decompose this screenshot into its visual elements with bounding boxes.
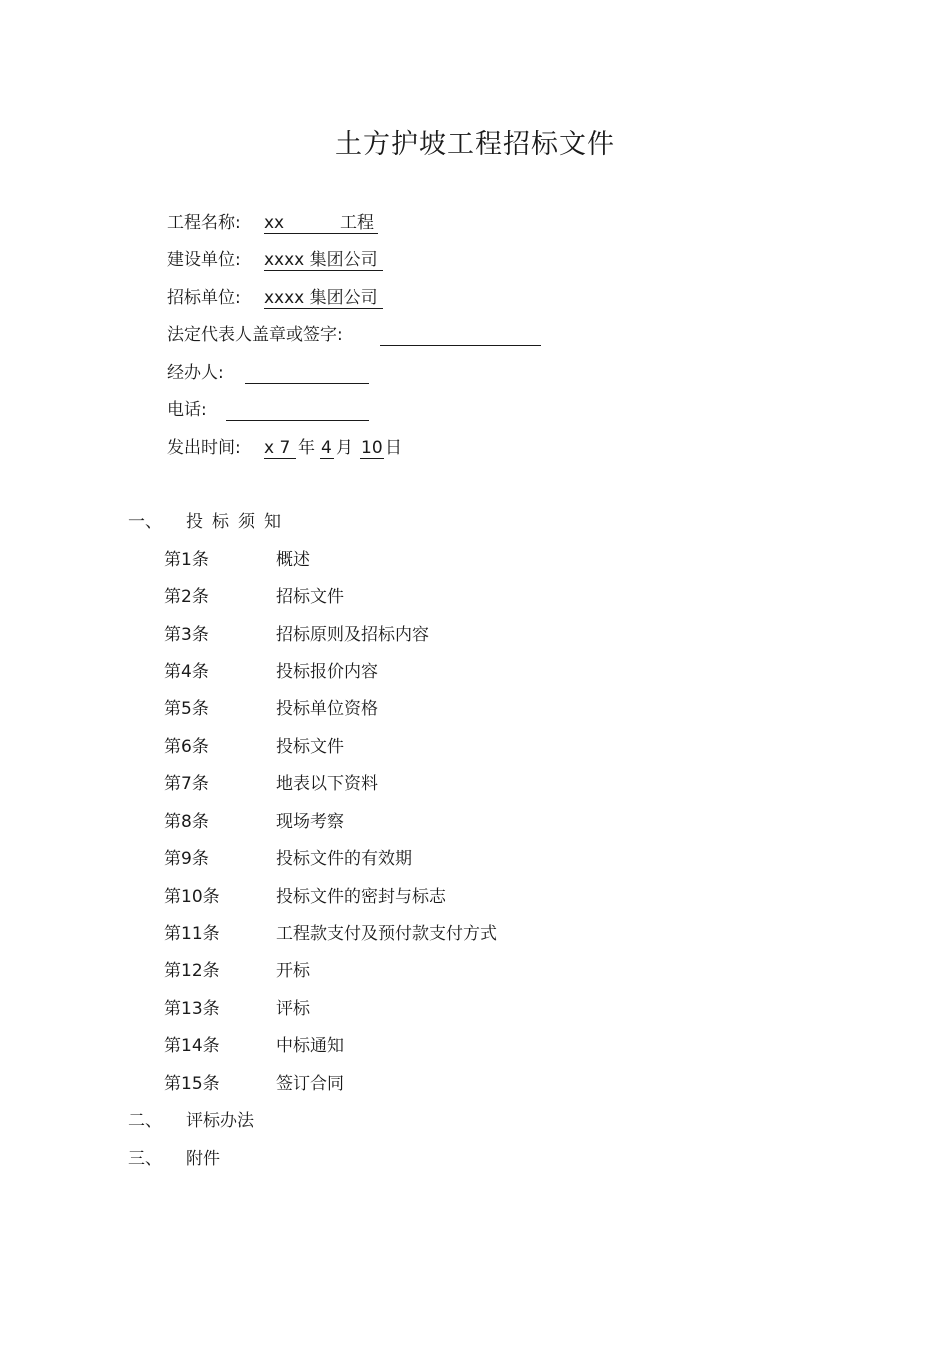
section-title: 评标办法: [186, 1111, 254, 1131]
project-name-row: [167, 211, 727, 235]
issue-time-label: 发出时间:: [167, 438, 241, 458]
tenderer-row: [167, 286, 727, 310]
list-item: [164, 660, 664, 684]
month-char: 月: [336, 438, 353, 458]
list-item: [164, 548, 664, 572]
section-number: 三、: [128, 1149, 162, 1169]
section-number: 二、: [128, 1111, 162, 1131]
legal-rep-label: 法定代表人盖章或签字:: [167, 325, 343, 345]
project-name-label: 工程名称:: [167, 213, 241, 233]
day-char: 日: [385, 438, 402, 458]
article-number: 第9条: [164, 849, 209, 869]
list-item: [164, 997, 664, 1021]
article-title: 中标通知: [276, 1036, 344, 1056]
list-item: [164, 735, 664, 759]
article-number: 第5条: [164, 699, 209, 719]
article-title: 投标文件的密封与标志: [276, 887, 446, 907]
list-item: [164, 810, 664, 834]
article-title: 开标: [276, 961, 310, 981]
issue-year-value: x 7: [264, 438, 291, 458]
legal-rep-row: [167, 323, 727, 347]
issue-time-row: [167, 436, 727, 460]
list-item: [164, 1072, 664, 1096]
handler-label: 经办人:: [167, 363, 224, 383]
list-item: [164, 885, 664, 909]
phone-line[interactable]: [226, 398, 369, 421]
section-title: 附件: [186, 1149, 220, 1169]
article-number: 第15条: [164, 1074, 220, 1094]
legal-rep-signature-line[interactable]: [380, 323, 541, 346]
article-title: 投标单位资格: [276, 699, 378, 719]
tenderer-field: [264, 286, 383, 309]
project-name-value-a: xx: [264, 213, 285, 233]
article-title: 招标文件: [276, 587, 344, 607]
list-item: [164, 585, 664, 609]
article-title: 投标文件: [276, 737, 344, 757]
list-item: [164, 959, 664, 983]
article-title: 现场考察: [276, 812, 344, 832]
section-title: 投标须知: [186, 512, 290, 532]
article-number: 第11条: [164, 924, 220, 944]
article-title: 签订合同: [276, 1074, 344, 1094]
builder-value: xxxx 集团公司: [264, 250, 378, 270]
list-item: [164, 772, 664, 796]
issue-month-value: 4: [321, 438, 332, 458]
article-number: 第7条: [164, 774, 209, 794]
article-title: 地表以下资料: [276, 774, 378, 794]
phone-label: 电话:: [167, 400, 207, 420]
year-char: 年: [298, 438, 315, 458]
article-number: 第4条: [164, 662, 209, 682]
article-title: 投标报价内容: [276, 662, 378, 682]
document-title: 土方护坡工程招标文件: [335, 129, 615, 160]
article-number: 第12条: [164, 961, 220, 981]
builder-label: 建设单位:: [167, 250, 241, 270]
list-item: [164, 623, 664, 647]
tenderer-value: xxxx 集团公司: [264, 288, 378, 308]
article-title: 投标文件的有效期: [276, 849, 412, 869]
article-title: 工程款支付及预付款支付方式: [276, 924, 497, 944]
handler-line[interactable]: [245, 361, 369, 384]
list-item: [164, 697, 664, 721]
article-number: 第10条: [164, 887, 220, 907]
tenderer-label: 招标单位:: [167, 288, 241, 308]
article-number: 第3条: [164, 625, 209, 645]
handler-row: [167, 361, 727, 385]
project-name-value-b: 工程: [340, 213, 374, 233]
article-number: 第13条: [164, 999, 220, 1019]
article-number: 第8条: [164, 812, 209, 832]
list-item: [164, 922, 664, 946]
project-name-field: [264, 211, 378, 234]
article-number: 第1条: [164, 550, 209, 570]
list-item: [164, 1034, 664, 1058]
builder-row: [167, 248, 727, 272]
article-title: 概述: [276, 550, 310, 570]
article-number: 第6条: [164, 737, 209, 757]
article-title: 评标: [276, 999, 310, 1019]
issue-year-field: [264, 436, 296, 459]
article-number: 第2条: [164, 587, 209, 607]
issue-day-field: [360, 436, 384, 459]
article-number: 第14条: [164, 1036, 220, 1056]
section-number: 一、: [128, 512, 162, 532]
builder-field: [264, 248, 383, 271]
issue-day-value: 10: [361, 438, 383, 458]
article-title: 招标原则及招标内容: [276, 625, 429, 645]
phone-row: [167, 398, 727, 422]
list-item: [164, 847, 664, 871]
issue-month-field: [320, 436, 334, 459]
